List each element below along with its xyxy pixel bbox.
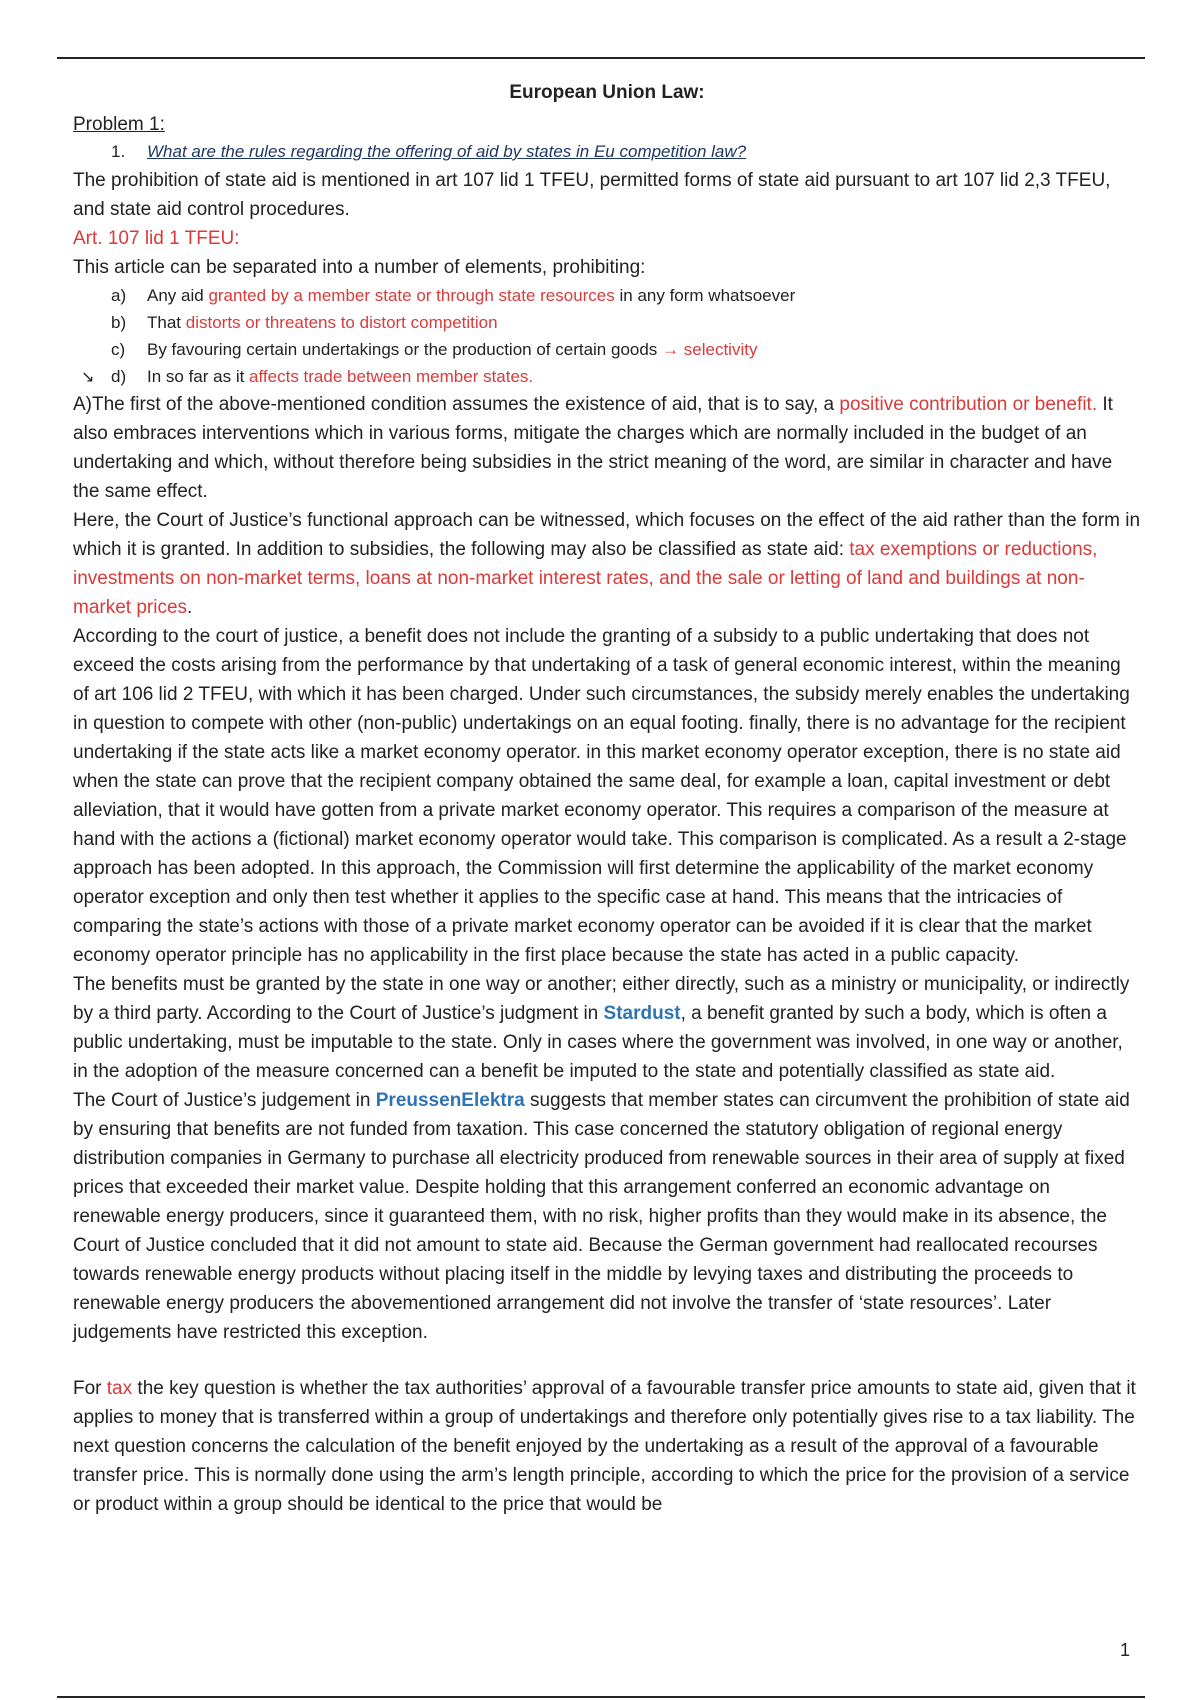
question-number: 1. [111,142,126,161]
paragraph-aid: A)The first of the above-mentioned condition assumes the existence of aid, that is to say, a positive contribution or benefit. It also embraces interventions which in various forms, mitigate the charges which are normally included in the budget of an undertaking and which, without therefore being subsidies in the strict meaning of the word, are similar in character and have the same effect. [73,394,1113,502]
paragraph-benefit: According to the court of justice, a benefit does not include the granting of a subsidy to a public undertaking that does not exceed the costs arising from the performance by that undertaking of a task of general economic interest, within the meaning of art 106 lid 2 TFEU, with which it has been charged. Under such circumstances, the subsidy merely enables the undertaking in question to compete with other (non-public) undertakings on an equal footing. finally, there is no advantage for the recipient undertaking if the state acts like a market economy operator. in this market economy operator exception, there is no state aid when the state can prove that the recipient company obtained the same deal, for example a loan, capital investment or debt alleviation, that it would have gotten from a private market economy operator. This requires a comparison of the measure at hand with the actions a (fictional) market economy operator would take. This comparison is complicated. As a result a 2-stage approach has been adopted. In this approach, the Commission will first determine the applicability of the market economy operator exception and only then test whether it applies to the specific case at hand. This means that the intricacies of comparing the state’s actions with those of a private market economy operator can be avoided if it is clear that the market economy operator principle has no applicability in the first place because the state has acted in a public capacity. [73,626,1130,966]
document-page [73,72,1141,1519]
list-item: b) That distorts or threatens to distort competition [111,313,498,332]
intro-paragraph: The prohibition of state aid is mentioned in art 107 lid 1 TFEU, permitted forms of state aid pursuant to art 107 lid 2,3 TFEU, and state aid control procedures. [73,170,1111,220]
elements-list [73,282,1141,390]
problem-heading: Problem 1: [73,114,165,135]
list-item: ↘ d) In so far as it affects trade between member states. [73,363,1141,390]
page-number: 1 [1119,1640,1130,1660]
case-name-stardust: Stardust [603,1003,681,1024]
case-name-preussenelektra: PreussenElektra [375,1090,525,1111]
paragraph-stardust: The benefits must be granted by the state in one way or another; either directly, such as a ministry or municipality, or indirectly by a third party. According to the Court of Justice’s judgment in Stardust, a benefit granted by such a body, which is often a public undertaking, must be imputable to the state. Only in cases where the government was involved, in one way or another, in the adoption of the measure concerned can a benefit be imputed to the state and potentially classified as state aid. [73,974,1130,1082]
question-line [73,138,1141,166]
article-heading: Art. 107 lid 1 TFEU: [73,228,240,249]
paragraph-court: Here, the Court of Justice’s functional approach can be witnessed, which focuses on the effect of the aid rather than the form in which it is granted. In addition to subsidies, the following may also be classified as state aid: tax exemptions or reductions, investments on non-market terms, loans at non-market interest rates, and the sale or letting of land and buildings at non-market prices. [73,510,1141,618]
elements-intro: This article can be separated into a number of elements, prohibiting: [73,257,646,278]
question-text: What are the rules regarding the offering of aid by states in Eu competition law? [147,142,747,161]
document-title: European Union Law: [509,82,705,103]
list-item: a) Any aid granted by a member state or through state resources in any form whatsoever [111,286,796,305]
down-arrow-icon: ↘ [81,369,95,386]
top-rule [57,57,1145,59]
paragraph-tax: For tax the key question is whether the tax authorities’ approval of a favourable transfer price amounts to state aid, given that it applies to money that is transferred within a group of undertakings and therefore only potentially gives rise to a tax liability. The next question concerns the calculation of the benefit enjoyed by the undertaking as a result of the approval of a favourable transfer price. This is normally done using the arm’s length principle, according to which the price for the provision of a service or product within a group should be identical to the price that would be [73,1378,1136,1515]
paragraph-preussen: The Court of Justice’s judgement in PreussenElektra suggests that member states can circumvent the prohibition of state aid by ensuring that benefits are not funded from taxation. This case concerned the statutory obligation of regional energy distribution companies in Germany to purchase all electricity produced from renewable sources in their area of supply at fixed prices that exceeded their market value. Despite holding that this arrangement conferred an economic advantage on renewable energy producers, since it guaranteed them, with no risk, higher profits than they would make in its absence, the Court of Justice concluded that it did not amount to state aid. Because the German government had reallocated recourses towards renewable energy products without placing itself in the middle by levying taxes and distributing the proceeds to renewable energy producers the abovementioned arrangement did not involve the transfer of ‘state resources’. Later judgements have restricted this exception. [73,1090,1130,1343]
bottom-rule [57,1696,1145,1698]
list-item: c) By favouring certain undertakings or the production of certain goods → selectivity [111,340,758,359]
